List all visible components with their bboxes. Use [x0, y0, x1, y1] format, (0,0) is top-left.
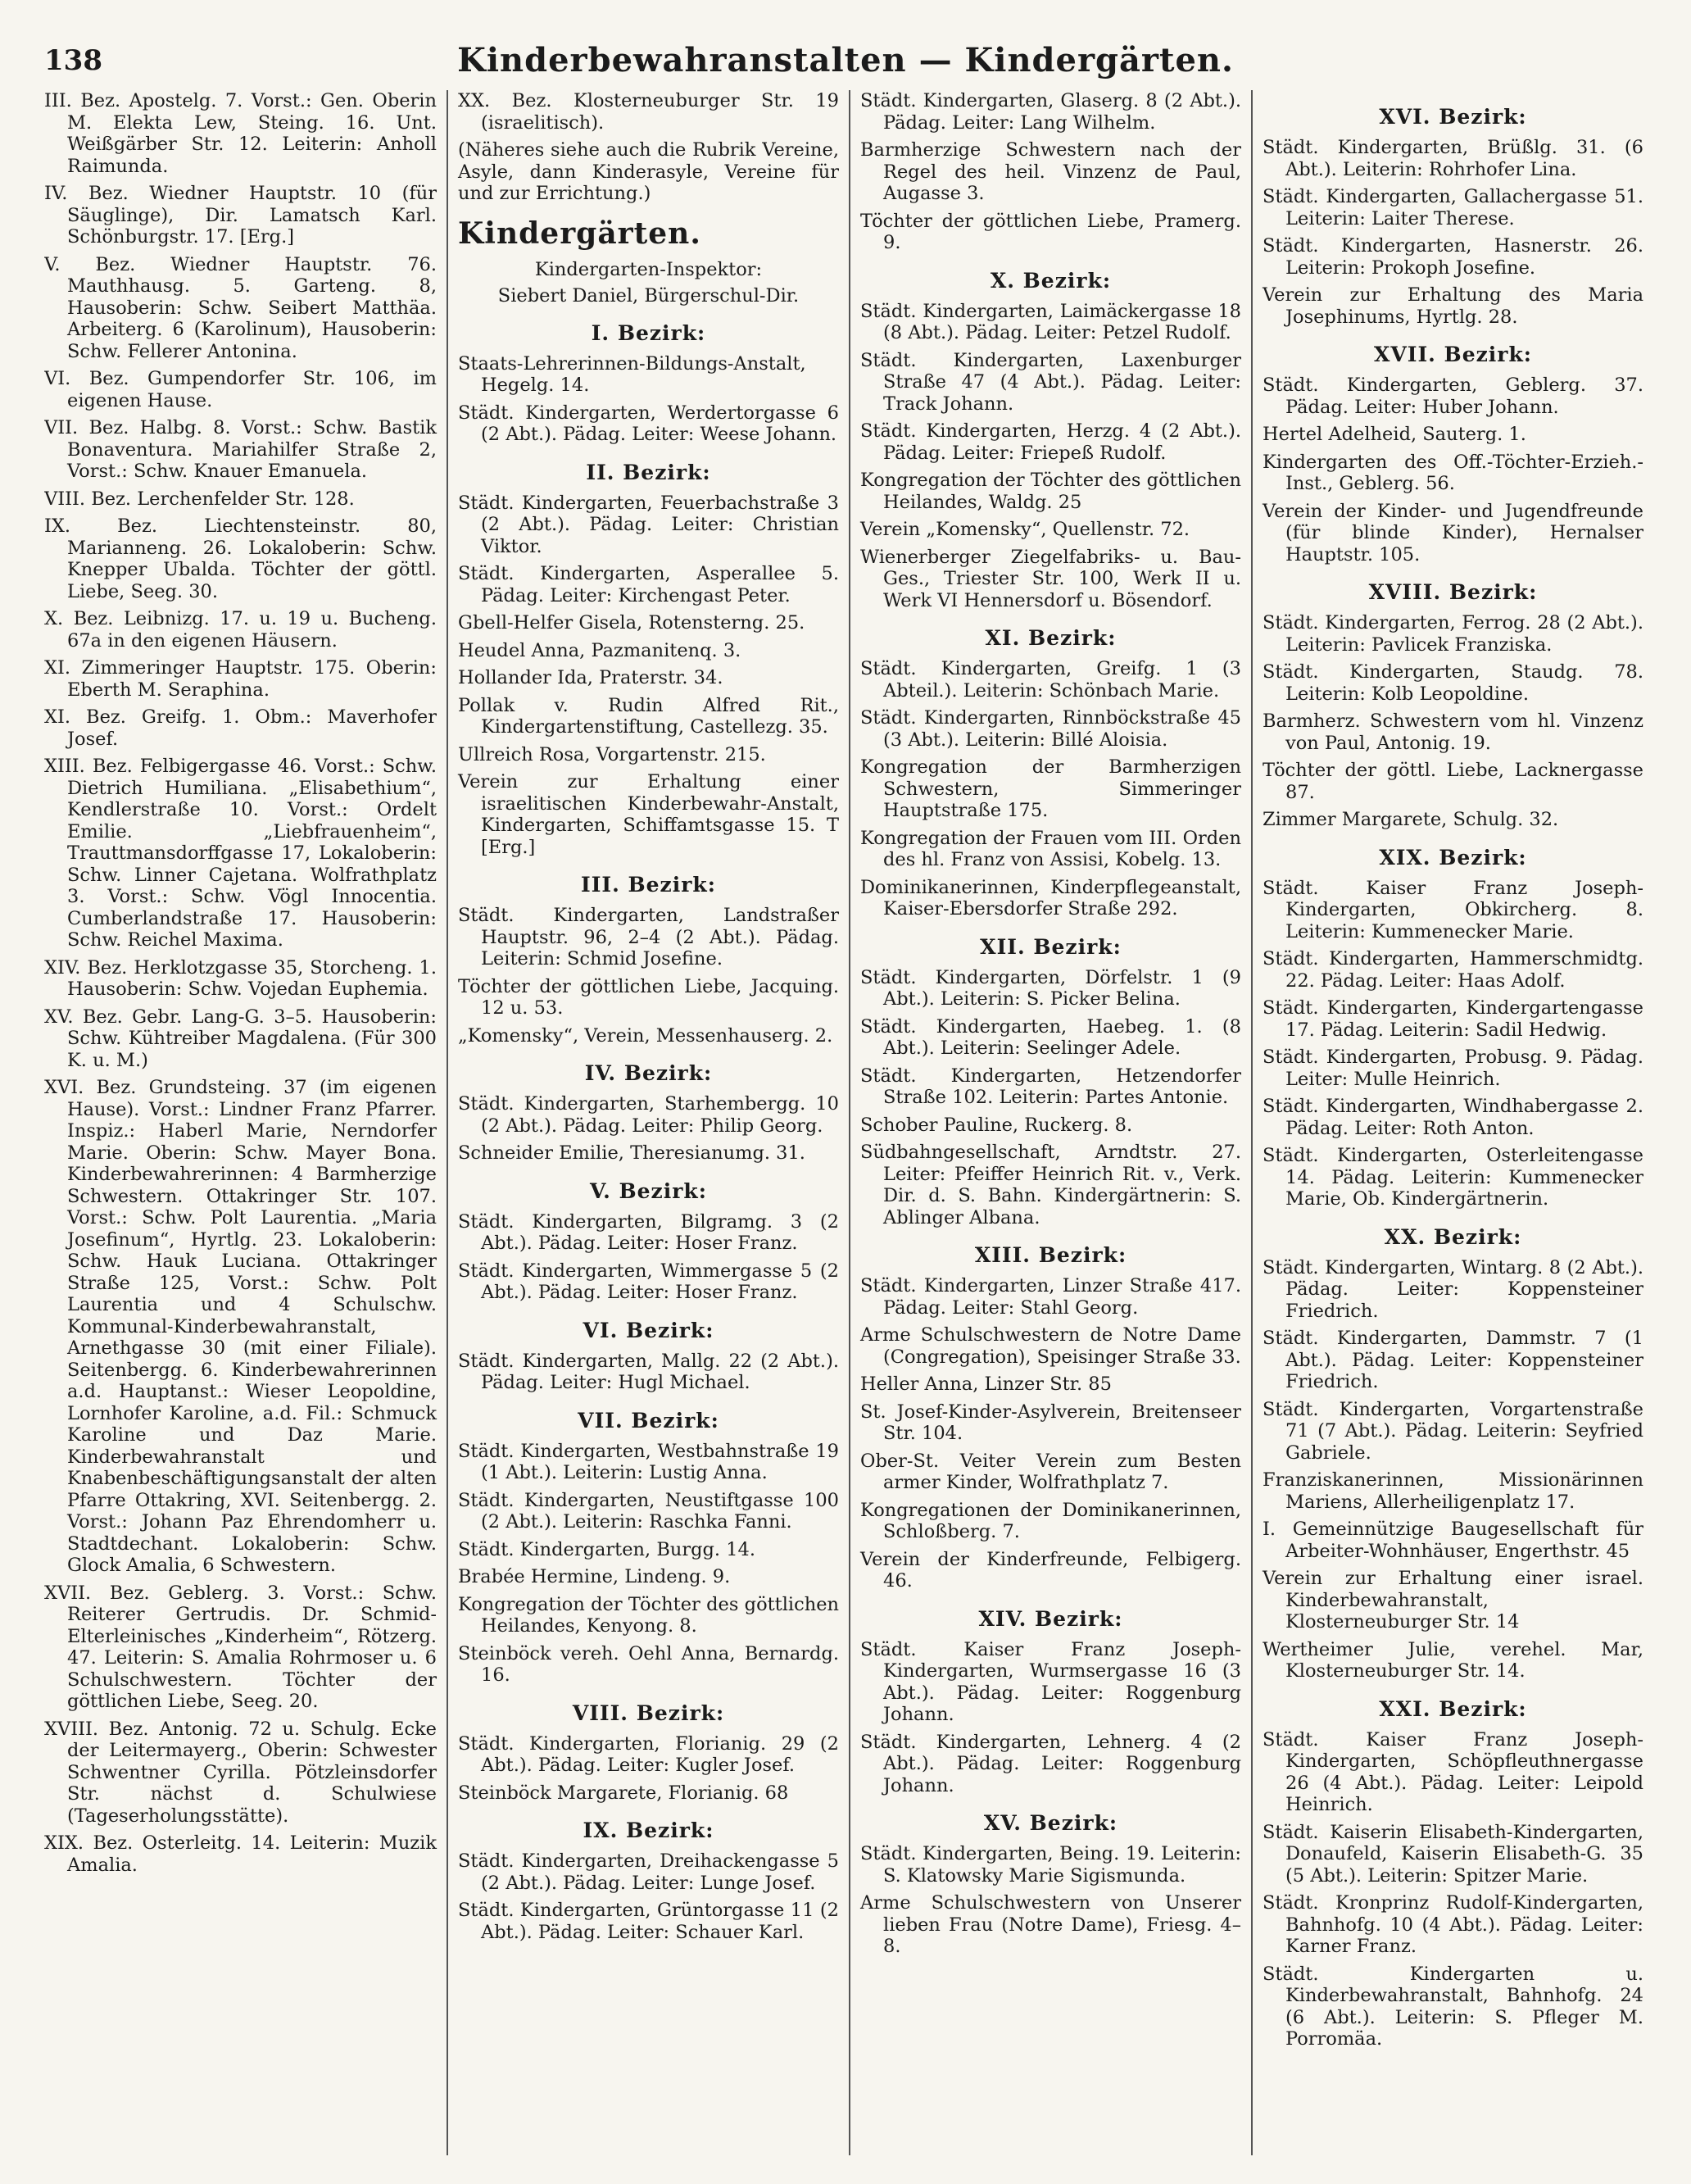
- directory-entry: Staats-Lehrerinnen-Bildungs-Anstalt, Hegelg. 14.: [458, 352, 806, 396]
- directory-entry: Städt. Kindergarten, Hammerschmidtg. 22. Pädag. Leiter: Haas Adolf.: [1263, 948, 1643, 992]
- directory-entry: Städt. Kindergarten, Dörfelstr. 1 (9 Abt.). Leiterin: S. Picker Belina.: [860, 966, 1241, 1010]
- directory-entry: Gbell-Helfer Gisela, Rotensterng. 25.: [458, 612, 805, 633]
- directory-entry: Ullreich Rosa, Vorgartenstr. 215.: [458, 743, 766, 765]
- directory-entry: Kongregation der Frauen vom III. Orden des hl. Franz von Assisi, Kobelg. 13.: [860, 827, 1241, 870]
- directory-entry: Kongregation der Töchter des göttlichen Heilandes, Waldg. 25: [860, 470, 1241, 513]
- directory-entry: Arme Schulschwestern de Notre Dame (Congregation), Speisinger Straße 33.: [860, 1324, 1241, 1368]
- directory-entry: Städt. Kindergarten, Burgg. 14.: [458, 1538, 755, 1560]
- directory-entry: Städt. Kindergarten, Brüßlg. 31. (6 Abt.). Leiterin: Rohrhofer Lina.: [1263, 137, 1643, 180]
- directory-entry: Hertel Adelheid, Sauterg. 1.: [1263, 424, 1526, 445]
- directory-entry: Verein „Komensky“, Quellenstr. 72.: [860, 519, 1190, 540]
- columns: [44, 90, 1655, 2155]
- directory-entry: Städt. Kindergarten, Haebeg. 1. (8 Abt.). Leiterin: Seelinger Adele.: [860, 1015, 1241, 1059]
- section-heading: Kindergärten.: [458, 216, 701, 251]
- directory-entry: XV. Bez. Gebr. Lang-G. 3–5. Hausoberin: Schw. Kühtreiber Magdalena. (Für 300 K. u. M.): [44, 1006, 437, 1071]
- directory-entry: Verein der Kinderfreunde, Felbigerg. 46.: [860, 1548, 1241, 1591]
- district-heading: IX. Bezirk:: [583, 1818, 714, 1842]
- directory-entry: VI. Bez. Gumpendorfer Str. 106, im eigenen Hause.: [44, 368, 437, 411]
- directory-entry: Städt. Kindergarten, Rinnböckstraße 45 (3 Abt.). Leiterin: Billé Aloisia.: [860, 707, 1241, 751]
- directory-entry: Wienerberger Ziegelfabriks- u. Bau-Ges., Triester Str. 100, Werk II u. Werk VI Hennersdorf u. Bösendorf.: [860, 546, 1241, 611]
- directory-entry: XI. Bez. Greifg. 1. Obm.: Maverhofer Josef.: [44, 706, 437, 750]
- directory-entry: Städt. Kindergarten, Westbahnstraße 19 (1 Abt.). Leiterin: Lustig Anna.: [458, 1440, 839, 1483]
- directory-entry: Wertheimer Julie, verehel. Mar, Klosterneuburger Str. 14.: [1263, 1638, 1643, 1682]
- directory-entry: Städt. Kaiser Franz Joseph-Kindergarten, Schöpfleuthnergasse 26 (4 Abt.). Pädag. Leiter: Leipold Heinrich.: [1263, 1728, 1643, 1815]
- directory-entry: I. Gemeinnützige Baugesellschaft für Arbeiter-Wohnhäuser, Engerthstr. 45: [1263, 1519, 1643, 1562]
- district-heading: II. Bezirk:: [586, 460, 711, 484]
- district-heading: IV. Bezirk:: [584, 1061, 713, 1085]
- directory-entry: Städt. Kindergarten, Wintarg. 8 (2 Abt.). Pädag. Leiter: Koppensteiner Friedrich.: [1263, 1256, 1643, 1322]
- directory-entry: „Komensky“, Verein, Messenhauserg. 2.: [458, 1024, 833, 1047]
- directory-entry: XIX. Bez. Osterleitg. 14. Leiterin: Muzik Amalia.: [44, 1832, 437, 1876]
- directory-entry: Städt. Kaiserin Elisabeth-Kindergarten, Donaufeld, Kaiserin Elisabeth-G. 35 (5 Abt.). Leiterin: Spitzer Marie.: [1263, 1821, 1643, 1887]
- directory-entry: Pollak v. Rudin Alfred Rit., Kindergartenstiftung, Castellezg. 35.: [458, 694, 839, 738]
- directory-entry: Steinböck Margarete, Florianig. 68: [458, 1782, 789, 1804]
- directory-entry: VIII. Bez. Lerchenfelder Str. 128.: [44, 488, 355, 510]
- directory-entry: Städt. Kindergarten, Starhembergg. 10 (2 Abt.). Pädag. Leiter: Philip Georg.: [458, 1093, 839, 1137]
- directory-entry: XIV. Bez. Herklotzgasse 35, Storcheng. 1. Hausoberin: Schw. Vojedan Euphemia.: [44, 956, 437, 1000]
- directory-entry: Südbahngesellschaft, Arndtstr. 27. Leiter: Pfeiffer Heinrich Rit. v., Verk. Dir. d. S. Bahn. Kindergärtnerin: S. Ablinger Albana.: [860, 1142, 1241, 1228]
- directory-entry: V. Bez. Wiedner Hauptstr. 76. Mauthhausg. 5. Garteng. 8, Hausoberin: Schw. Seibert Matthäa. Arbeiterg. 6 (Karolinum), Hausoberin: Schw. Fellerer Antonina.: [44, 253, 437, 362]
- directory-entry: III. Bez. Apostelg. 7. Vorst.: Gen. Oberin M. Elekta Lew, Steing. 16. Unt. Weißgärber Str. 12. Leiterin: Anholl Raimunda.: [44, 90, 437, 177]
- directory-entry: Städt. Kindergarten, Neustiftgasse 100 (2 Abt.). Leiterin: Raschka Fanni.: [458, 1489, 839, 1532]
- note-paragraph: (Näheres siehe auch die Rubrik Vereine, Asyle, dann Kinderasyle, Vereine für und zur Errichtung.): [458, 139, 839, 204]
- directory-entry: Ober-St. Veiter Verein zum Besten armer Kinder, Wolfrathplatz 7.: [860, 1450, 1241, 1493]
- district-heading: V. Bezirk:: [590, 1178, 707, 1203]
- directory-entry: Städt. Kaiser Franz Joseph-Kindergarten, Obkircherg. 8. Leiterin: Kummenecker Marie.: [1263, 877, 1643, 942]
- directory-entry: Städt. Kindergarten, Asperallee 5. Pädag. Leiter: Kirchengast Peter.: [458, 563, 839, 606]
- directory-entry: Verein zur Erhaltung des Maria Josephinums, Hyrtlg. 28.: [1263, 284, 1643, 328]
- directory-entry: Städt. Kindergarten, Bilgramg. 3 (2 Abt.). Pädag. Leiter: Hoser Franz.: [458, 1210, 839, 1254]
- directory-entry: Arme Schulschwestern von Unserer lieben Frau (Notre Dame), Friesg. 4–8.: [860, 1892, 1241, 1957]
- directory-entry: VII. Bez. Halbg. 8. Vorst.: Schw. Bastik Bonaventura. Mariahilfer Straße 2, Vorst.: Schw. Knauer Emanuela.: [44, 417, 437, 482]
- directory-entry: Städt. Kindergarten, Glaserg. 8 (2 Abt.). Pädag. Leiter: Lang Wilhelm.: [860, 90, 1241, 134]
- district-heading: XVIII. Bezirk:: [1368, 580, 1538, 604]
- directory-entry: Kongregation der Töchter des göttlichen Heilandes, Kenyong. 8.: [458, 1593, 839, 1637]
- directory-entry: Städt. Kindergarten, Windhabergasse 2. Pädag. Leiter: Roth Anton.: [1263, 1096, 1643, 1139]
- directory-entry: Töchter der göttlichen Liebe, Jacquing. 12 u. 53.: [458, 975, 839, 1019]
- directory-entry: Kongregationen der Dominikanerinnen, Schloßberg. 7.: [860, 1499, 1241, 1542]
- directory-entry: XI. Zimmeringer Hauptstr. 175. Oberin: Eberth M. Seraphina.: [44, 657, 437, 701]
- directory-entry: Heudel Anna, Pazmanitenq. 3.: [458, 639, 741, 661]
- district-heading: III. Bezirk:: [581, 873, 716, 897]
- directory-entry: Töchter der göttlichen Liebe, Pramerg. 9.: [860, 210, 1241, 253]
- directory-entry: Städt. Kindergarten, Florianig. 29 (2 Abt.). Pädag. Leiter: Kugler Josef.: [458, 1732, 839, 1776]
- directory-entry: Städt. Kindergarten, Staudg. 78. Leiterin: Kolb Leopoldine.: [1263, 661, 1643, 705]
- district-heading: VI. Bezirk:: [583, 1318, 714, 1342]
- page-header: [0, 33, 1691, 90]
- directory-entry: Hollander Ida, Praterstr. 34.: [458, 667, 723, 688]
- directory-entry: Städt. Kindergarten, Geblerg. 37. Pädag. Leiter: Huber Johann.: [1263, 375, 1643, 418]
- directory-entry: Städt. Kindergarten, Hetzendorfer Straße 102. Leiterin: Partes Antonie.: [860, 1065, 1241, 1108]
- directory-entry: Städt. Kindergarten, Feuerbachstraße 3 (2 Abt.). Pädag. Leiter: Christian Viktor.: [458, 492, 839, 557]
- directory-entry: Städt. Kindergarten, Gallachergasse 51. Leiterin: Laiter Therese.: [1263, 186, 1643, 229]
- directory-entry: XVII. Bez. Geblerg. 3. Vorst.: Schw. Reiterer Gertrudis. Dr. Schmid-Elterleinisches „Kinderheim“, Rötzerg. 47. Leiterin: S. Amalia Rohrmoser u. 6 Schulschwestern. Töchter der göttlichen Liebe, Seeg. 20.: [44, 1582, 437, 1712]
- directory-entry: Verein der Kinder- und Jugendfreunde (für blinde Kinder), Hernalser Hauptstr. 105.: [1263, 500, 1643, 565]
- directory-entry: Städt. Kindergarten, Dammstr. 7 (1 Abt.). Pädag. Leiter: Koppensteiner Friedrich.: [1263, 1328, 1643, 1392]
- directory-entry: Heller Anna, Linzer Str. 85: [860, 1374, 1112, 1395]
- directory-entry: Schober Pauline, Ruckerg. 8.: [860, 1114, 1133, 1136]
- column-2: [447, 90, 849, 2155]
- directory-entry: Städt. Kindergarten, Kindergartengasse 17. Pädag. Leiterin: Sadil Hedwig.: [1263, 997, 1643, 1041]
- directory-entry: Brabée Hermine, Lindeng. 9.: [458, 1566, 731, 1587]
- directory-entry: Städt. Kindergarten, Werdertorgasse 6 (2 Abt.). Pädag. Leiter: Weese Johann.: [458, 402, 839, 445]
- directory-entry: Städt. Kindergarten, Laimäckergasse 18 (8 Abt.). Pädag. Leiter: Petzel Rudolf.: [860, 300, 1241, 343]
- directory-entry: Städt. Kindergarten, Landstraßer Hauptstr. 96, 2–4 (2 Abt.). Pädag. Leiterin: Schmid Josefine.: [458, 905, 839, 969]
- district-heading: XVII. Bezirk:: [1373, 343, 1533, 366]
- directory-entry: Städt. Kindergarten, Laxenburger Straße 47 (4 Abt.). Pädag. Leiter: Track Johann.: [860, 349, 1241, 415]
- directory-entry: Verein zur Erhaltung einer israelitischen Kinderbewahr-Anstalt, Kindergarten, Schiffamtsgasse 15. T [Erg.]: [458, 771, 839, 858]
- centered-line: Siebert Daniel, Bürgerschul-Dir.: [497, 284, 800, 306]
- directory-entry: Barmherz. Schwestern vom hl. Vinzenz von Paul, Antonig. 19.: [1263, 711, 1643, 754]
- directory-entry: Städt. Kindergarten, Dreihackengasse 5 (2 Abt.). Pädag. Leiter: Lunge Josef.: [458, 1850, 839, 1894]
- directory-entry: Schneider Emilie, Theresianumg. 31.: [458, 1142, 805, 1164]
- directory-entry: XVI. Bez. Grundsteing. 37 (im eigenen Hause). Vorst.: Lindner Franz Pfarrer. Inspiz.: Haberl Marie, Nerndorfer Marie. Oberin: Schw. Mayer Bona. Kinderbewahrerinnen: 4 Barmherzige Schwestern. Ottakringer Str. 107. Vorst.: Schw. Polt Laurentia. „Maria Josefinum“, Hyrtlg. 23. Lokaloberin: Schw. Hauk Luciana. Ottakringer Straße 125, Vorst.: Schw. Polt Laurentia und 4 Schulschw. Kommunal-Kinderbewahranstalt, Arnethgasse 30 (mit einer Filiale). Seitenbergg. 6. Kinderbewahrerinnen a.d. Hauptanst.: Wieser Leopoldine, Lornhofer Karoline, a.d. Fil.: Schmuck Karoline und Daz Marie. Kinderbewahranstalt und Knabenbeschäftigungsanstalt der alten Pfarre Ottakring, XVI. Seitenbergg. 2. Vorst.: Johann Paz Ehrendomherr u. Stadtdechant. Lokaloberin: Schw. Glock Amalia, 6 Schwestern.: [44, 1077, 437, 1576]
- district-heading: XI. Bezirk:: [985, 626, 1117, 650]
- district-heading: VII. Bezirk:: [578, 1408, 719, 1433]
- district-heading: XIV. Bezirk:: [978, 1606, 1123, 1631]
- directory-entry: Städt. Kindergarten, Ferrog. 28 (2 Abt.). Leiterin: Pavlicek Franziska.: [1263, 612, 1643, 656]
- column-4: [1251, 90, 1653, 2155]
- directory-entry: Städt. Kindergarten, Grüntorgasse 11 (2 Abt.). Pädag. Leiter: Schauer Karl.: [458, 1900, 839, 1943]
- directory-entry: Städt. Kindergarten, Being. 19. Leiterin: S. Klatowsky Marie Sigismunda.: [860, 1843, 1241, 1887]
- directory-entry: XVIII. Bez. Antonig. 72 u. Schulg. Ecke der Leitermayerg., Oberin: Schwester Schwentner Cyrilla. Pötzleinsdorfer Str. nächst d. Schulwiese (Tageserholungsstätte).: [44, 1718, 437, 1827]
- directory-entry: Städt. Kindergarten, Greifg. 1 (3 Abteil.). Leiterin: Schönbach Marie.: [860, 658, 1241, 702]
- directory-entry: Franziskanerinnen, Missionärinnen Mariens, Allerheiligenplatz 17.: [1263, 1469, 1643, 1513]
- directory-entry: Kongregation der Barmherzigen Schwestern, Simmeringer Hauptstraße 175.: [860, 756, 1241, 821]
- directory-entry: IX. Bez. Liechtensteinstr. 80, Marianneng. 26. Lokaloberin: Schw. Knepper Ubalda. Töchter der göttl. Liebe, Seeg. 30.: [44, 515, 437, 602]
- directory-entry: Zimmer Margarete, Schulg. 32.: [1263, 809, 1559, 830]
- directory-entry: Steinböck vereh. Oehl Anna, Bernardg. 16.: [458, 1642, 839, 1686]
- directory-entry: Töchter der göttl. Liebe, Lacknergasse 87.: [1263, 760, 1643, 803]
- column-1: [44, 90, 447, 2155]
- directory-entry: Städt. Kindergarten, Mallg. 22 (2 Abt.). Pädag. Leiter: Hugl Michael.: [458, 1350, 839, 1393]
- district-heading: XIX. Bezirk:: [1379, 845, 1527, 870]
- directory-entry: Städt. Kindergarten, Probusg. 9. Pädag. Leiter: Mulle Heinrich.: [1263, 1047, 1643, 1090]
- district-heading: XVI. Bezirk:: [1379, 105, 1527, 129]
- directory-entry: Barmherzige Schwestern nach der Regel des heil. Vinzenz de Paul, Augasse 3.: [860, 139, 1241, 204]
- directory-entry: IV. Bez. Wiedner Hauptstr. 10 (für Säuglinge), Dir. Lamatsch Karl. Schönburgstr. 17. [Erg.]: [44, 183, 437, 247]
- centered-line: Kindergarten-Inspektor:: [534, 258, 763, 280]
- directory-entry: X. Bez. Leibnizg. 17. u. 19 u. Bucheng. 67a in den eigenen Häusern.: [44, 608, 437, 652]
- directory-entry: Städt. Kindergarten, Osterleitengasse 14. Pädag. Leiterin: Kummenecker Marie, Ob. Kindergärtnerin.: [1263, 1145, 1643, 1210]
- district-heading: XIII. Bezirk:: [974, 1243, 1127, 1267]
- directory-entry: St. Josef-Kinder-Asylverein, Breitenseer Str. 104.: [860, 1401, 1241, 1444]
- directory-entry: Städt. Kindergarten, Lehnerg. 4 (2 Abt.). Pädag. Leiter: Roggenburg Johann.: [860, 1731, 1241, 1796]
- directory-entry: Kindergarten des Off.-Töchter-Erzieh.-Inst., Geblerg. 56.: [1263, 451, 1643, 494]
- directory-entry: Städt. Kronprinz Rudolf-Kindergarten, Bahnhofg. 10 (4 Abt.). Pädag. Leiter: Karner Franz.: [1263, 1892, 1643, 1957]
- running-title: Kinderbewahranstalten — Kindergärten.: [457, 41, 1234, 79]
- directory-entry: Verein zur Erhaltung einer israel. Kinderbewahranstalt, Klosterneuburger Str. 14: [1263, 1568, 1643, 1632]
- page-number: 138: [44, 44, 102, 77]
- district-heading: XXI. Bezirk:: [1379, 1696, 1527, 1721]
- district-heading: X. Bezirk:: [990, 268, 1112, 293]
- directory-entry: Städt. Kindergarten u. Kinderbewahranstalt, Bahnhofg. 24 (6 Abt.). Leiterin: S. Pfleger M. Porromäa.: [1263, 1963, 1643, 2050]
- directory-entry: Städt. Kindergarten, Vorgartenstraße 71 (7 Abt.). Pädag. Leiterin: Seyfried Gabriele.: [1263, 1398, 1643, 1464]
- district-heading: VIII. Bezirk:: [572, 1700, 725, 1725]
- district-heading: XX. Bezirk:: [1384, 1224, 1522, 1249]
- district-heading: XV. Bezirk:: [983, 1811, 1118, 1835]
- directory-entry: XX. Bez. Klosterneuburger Str. 19 (israelitisch).: [458, 90, 839, 134]
- directory-entry: Städt. Kindergarten, Linzer Straße 417. Pädag. Leiter: Stahl Georg.: [860, 1275, 1241, 1319]
- directory-entry: Dominikanerinnen, Kinderpflegeanstalt, Kaiser-Ebersdorfer Straße 292.: [860, 876, 1241, 919]
- district-heading: XII. Bezirk:: [980, 934, 1122, 959]
- district-heading: I. Bezirk:: [591, 320, 706, 345]
- column-3: [849, 90, 1251, 2155]
- directory-entry: Städt. Kindergarten, Hasnerstr. 26. Leiterin: Prokoph Josefine.: [1263, 235, 1643, 279]
- directory-entry: Städt. Kindergarten, Wimmergasse 5 (2 Abt.). Pädag. Leiter: Hoser Franz.: [458, 1260, 839, 1303]
- directory-entry: Städt. Kindergarten, Herzg. 4 (2 Abt.). Pädag. Leiter: Friepeß Rudolf.: [860, 420, 1241, 464]
- directory-entry: XIII. Bez. Felbigergasse 46. Vorst.: Schw. Dietrich Humiliana. „Elisabethium“, Kendlerstraße 10. Vorst.: Ordelt Emilie. „Liebfrauenheim“, Trauttmansdorffgasse 17, Lokaloberin: Schw. Linner Cajetana. Wolfrathplatz 3. Vorst.: Schw. Vögl Innocentia. Cumberlandstraße 17. Hausoberin: Schw. Reichel Maxima.: [44, 756, 437, 951]
- directory-entry: Städt. Kaiser Franz Joseph-Kindergarten, Wurmsergasse 16 (3 Abt.). Pädag. Leiter: Roggenburg Johann.: [860, 1638, 1241, 1725]
